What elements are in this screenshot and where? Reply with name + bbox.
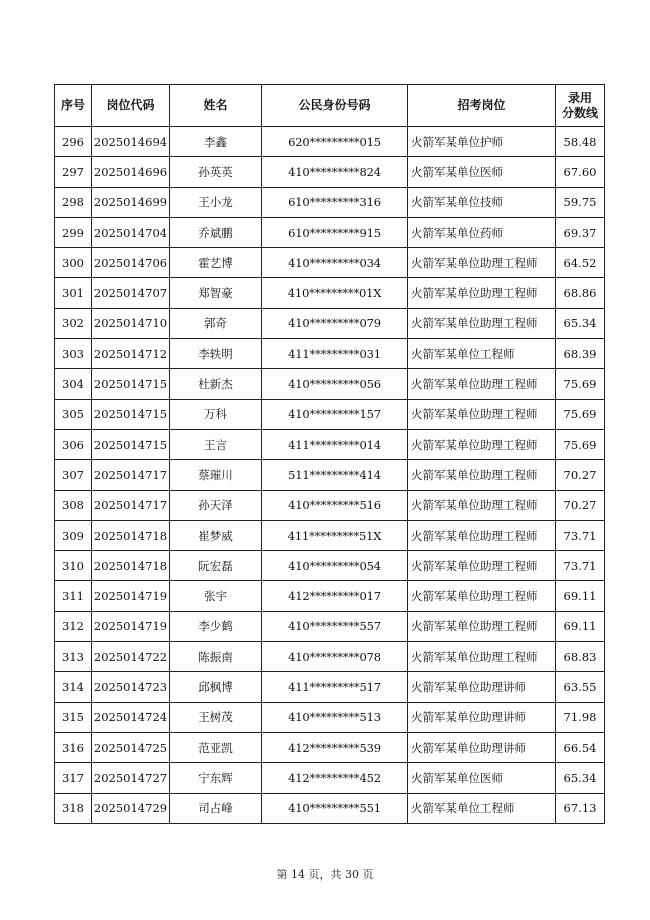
table-row [55,369,605,399]
cell-position-code: 2025014718 [92,520,170,550]
header-name: 姓名 [170,85,262,127]
cell-score: 67.13 [556,793,605,823]
cell-name: 郭奇 [170,308,262,338]
cell-post: 火箭军某单位技师 [408,187,556,217]
cell-id-number: 410*********513 [262,702,408,732]
cell-id-number: 620*********015 [262,127,408,157]
table-header-row [55,85,605,127]
cell-post: 火箭军某单位助理工程师 [408,278,556,308]
cell-id-number: 412*********539 [262,732,408,762]
cell-id-number: 411*********031 [262,339,408,369]
cell-position-code: 2025014723 [92,672,170,702]
cell-id-number: 410*********557 [262,611,408,641]
cell-score: 65.34 [556,308,605,338]
cell-id-number: 410*********516 [262,490,408,520]
cell-name: 王小龙 [170,187,262,217]
cell-score: 69.11 [556,611,605,641]
cell-score: 58.48 [556,127,605,157]
table-row [55,520,605,550]
table-row [55,732,605,762]
cell-id-number: 410*********824 [262,157,408,187]
cell-position-code: 2025014722 [92,642,170,672]
table-row [55,702,605,732]
cell-name: 李轶明 [170,339,262,369]
header-score [556,85,605,127]
table-row [55,490,605,520]
table-row [55,278,605,308]
table-row [55,217,605,247]
cell-name: 张宇 [170,581,262,611]
cell-seq: 316 [55,732,92,762]
cell-score: 68.39 [556,339,605,369]
cell-id-number: 410*********034 [262,248,408,278]
cell-id-number: 411*********517 [262,672,408,702]
cell-position-code: 2025014729 [92,793,170,823]
cell-name: 孙英英 [170,157,262,187]
header-score-line1: 录用 [567,90,592,105]
header-id-number: 公民身份号码 [262,85,408,127]
cell-name: 王树茂 [170,702,262,732]
cell-score: 71.98 [556,702,605,732]
cell-seq: 303 [55,339,92,369]
table-row [55,429,605,459]
cell-post: 火箭军某单位助理工程师 [408,520,556,550]
cell-post: 火箭军某单位助理工程师 [408,551,556,581]
cell-position-code: 2025014715 [92,369,170,399]
cell-score: 75.69 [556,429,605,459]
cell-score: 69.37 [556,217,605,247]
cell-score: 75.69 [556,399,605,429]
cell-seq: 317 [55,763,92,793]
cell-post: 火箭军某单位药师 [408,217,556,247]
cell-seq: 301 [55,278,92,308]
table-body [55,127,605,824]
cell-post: 火箭军某单位助理工程师 [408,642,556,672]
cell-name: 万科 [170,399,262,429]
cell-seq: 308 [55,490,92,520]
cell-name: 杜新杰 [170,369,262,399]
cell-score: 69.11 [556,581,605,611]
cell-post: 火箭军某单位助理讲师 [408,672,556,702]
cell-name: 李鑫 [170,127,262,157]
table-row [55,581,605,611]
cell-score: 67.60 [556,157,605,187]
cell-id-number: 410*********01X [262,278,408,308]
cell-score: 75.69 [556,369,605,399]
cell-name: 陈振南 [170,642,262,672]
cell-seq: 305 [55,399,92,429]
cell-seq: 300 [55,248,92,278]
cell-seq: 299 [55,217,92,247]
cell-seq: 311 [55,581,92,611]
cell-position-code: 2025014719 [92,581,170,611]
cell-score: 73.71 [556,520,605,550]
table-row [55,611,605,641]
cell-seq: 306 [55,429,92,459]
cell-id-number: 411*********51X [262,520,408,550]
cell-id-number: 410*********056 [262,369,408,399]
cell-id-number: 511*********414 [262,460,408,490]
cell-id-number: 410*********078 [262,642,408,672]
table-row [55,339,605,369]
cell-post: 火箭军某单位助理工程师 [408,399,556,429]
cell-post: 火箭军某单位护师 [408,127,556,157]
cell-score: 63.55 [556,672,605,702]
cell-name: 王言 [170,429,262,459]
cell-position-code: 2025014704 [92,217,170,247]
cell-name: 蔡璀川 [170,460,262,490]
cell-name: 霍艺博 [170,248,262,278]
cell-name: 司占峰 [170,793,262,823]
cell-position-code: 2025014707 [92,278,170,308]
cell-name: 邱枫博 [170,672,262,702]
cell-post: 火箭军某单位助理工程师 [408,460,556,490]
cell-id-number: 610*********915 [262,217,408,247]
cell-position-code: 2025014717 [92,490,170,520]
cell-id-number: 410*********054 [262,551,408,581]
cell-seq: 318 [55,793,92,823]
cell-seq: 312 [55,611,92,641]
cell-seq: 302 [55,308,92,338]
cell-id-number: 412*********017 [262,581,408,611]
cell-score: 68.83 [556,642,605,672]
cell-post: 火箭军某单位工程师 [408,793,556,823]
cell-position-code: 2025014719 [92,611,170,641]
cell-post: 火箭军某单位助理工程师 [408,429,556,459]
cell-position-code: 2025014725 [92,732,170,762]
cell-score: 68.86 [556,278,605,308]
cell-score: 70.27 [556,490,605,520]
cell-id-number: 410*********551 [262,793,408,823]
header-score-line2: 分数线 [561,105,598,120]
cell-name: 乔斌鹏 [170,217,262,247]
cell-name: 阮宏磊 [170,551,262,581]
cell-name: 孙天泽 [170,490,262,520]
admission-roster-table [54,84,605,824]
cell-seq: 307 [55,460,92,490]
header-post: 招考岗位 [408,85,556,127]
cell-seq: 315 [55,702,92,732]
cell-seq: 313 [55,642,92,672]
table-row [55,187,605,217]
cell-position-code: 2025014699 [92,187,170,217]
cell-name: 范亚凯 [170,732,262,762]
cell-post: 火箭军某单位助理讲师 [408,732,556,762]
cell-seq: 314 [55,672,92,702]
cell-score: 65.34 [556,763,605,793]
cell-name: 李少鹤 [170,611,262,641]
cell-score: 64.52 [556,248,605,278]
cell-position-code: 2025014718 [92,551,170,581]
cell-score: 66.54 [556,732,605,762]
cell-position-code: 2025014717 [92,460,170,490]
header-seq: 序号 [55,85,92,127]
table-row [55,308,605,338]
cell-post: 火箭军某单位助理工程师 [408,490,556,520]
cell-name: 崔梦威 [170,520,262,550]
cell-position-code: 2025014724 [92,702,170,732]
cell-post: 火箭军某单位助理工程师 [408,248,556,278]
cell-post: 火箭军某单位助理讲师 [408,702,556,732]
cell-name: 郑智豪 [170,278,262,308]
cell-id-number: 410*********157 [262,399,408,429]
cell-post: 火箭军某单位医师 [408,763,556,793]
cell-name: 宁东辉 [170,763,262,793]
table-row [55,793,605,823]
table-row [55,763,605,793]
cell-post: 火箭军某单位医师 [408,157,556,187]
cell-id-number: 410*********079 [262,308,408,338]
cell-score: 73.71 [556,551,605,581]
cell-post: 火箭军某单位助理工程师 [408,581,556,611]
table-row [55,672,605,702]
cell-position-code: 2025014696 [92,157,170,187]
table-row [55,460,605,490]
cell-position-code: 2025014710 [92,308,170,338]
cell-position-code: 2025014706 [92,248,170,278]
cell-post: 火箭军某单位助理工程师 [408,611,556,641]
table-row [55,399,605,429]
cell-position-code: 2025014715 [92,399,170,429]
table-row [55,157,605,187]
table-row [55,642,605,672]
cell-position-code: 2025014694 [92,127,170,157]
cell-post: 火箭军某单位工程师 [408,339,556,369]
cell-id-number: 412*********452 [262,763,408,793]
cell-id-number: 610*********316 [262,187,408,217]
cell-seq: 304 [55,369,92,399]
cell-seq: 296 [55,127,92,157]
table-row [55,551,605,581]
cell-post: 火箭军某单位助理工程师 [408,369,556,399]
cell-position-code: 2025014727 [92,763,170,793]
table-row [55,248,605,278]
cell-seq: 297 [55,157,92,187]
cell-score: 70.27 [556,460,605,490]
cell-seq: 298 [55,187,92,217]
cell-position-code: 2025014712 [92,339,170,369]
cell-score: 59.75 [556,187,605,217]
page-number-footer: 第 14 页，共 30 页 [276,868,374,881]
table-row [55,127,605,157]
cell-id-number: 411*********014 [262,429,408,459]
cell-seq: 310 [55,551,92,581]
cell-seq: 309 [55,520,92,550]
cell-post: 火箭军某单位助理工程师 [408,308,556,338]
cell-position-code: 2025014715 [92,429,170,459]
header-position-code: 岗位代码 [92,85,170,127]
